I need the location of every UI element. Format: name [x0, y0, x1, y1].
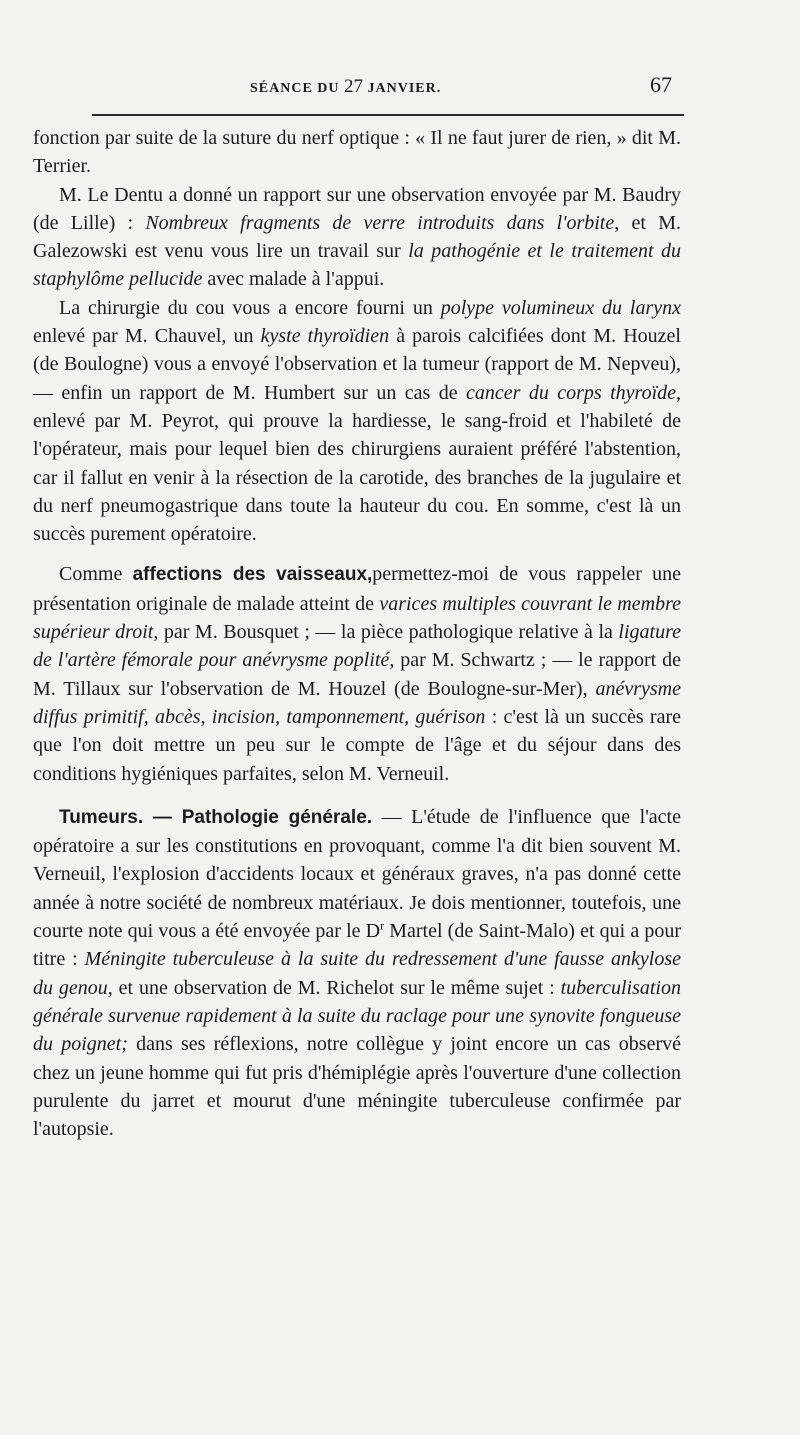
- p3-text-e: à parois calcifiées dont M. Houzel (de Boulogne) vous a envoyé l'observation et la tumeur (rapport de M. Nepveu), — enfin un rapport de M. Humbert sur un cas de: [33, 325, 681, 404]
- p5-text-g: dans ses réflexions, notre collègue y joint encore un cas observé chez un jeune homme qui fut pris d'hémiplégie après l'ouverture d'une collection purulente du jarret et mourut d'une méningite tuberculeuse confirmée par l'autopsie.: [33, 1033, 682, 1141]
- p5-text-e: , et une observation de M. Richelot sur le même sujet :: [107, 976, 561, 999]
- page-header: [0, 72, 800, 102]
- paragraph-1: [33, 124, 681, 181]
- p2-italic-d: la pathogénie et le traitement du staphylôme pellucide: [33, 240, 682, 291]
- p4-italic-d: varices multiples couvrant le membre supérieur droit: [33, 592, 681, 644]
- running-title-start: SÉANCE DU: [250, 81, 345, 96]
- paragraph-3: [33, 294, 681, 549]
- body-text: [33, 124, 681, 1143]
- p4-text-g: , par M. Schwartz ; — le rapport de M. Tillaux sur l'observation de M. Houzel (de Boulogne-sur-Mer),: [33, 649, 681, 700]
- p5-superscript: r: [380, 918, 385, 933]
- p3-text-a: La chirurgie du cou vous a encore fourni un: [59, 296, 441, 319]
- p3-text-g: , enlevé par M. Peyrot, qui prouve la hardiesse, le sang-froid et l'habileté de l'opérateur, mais pour lequel bien des chirurgiens auraient préféré l'abstention, car il fallut en venir à la résection de la carotide, des branches de la jugulaire et du nerf pneumogastrique dans toute la hauteur du cou. En somme, c'est là un succès purement opératoire.: [33, 381, 682, 546]
- p1-text: fonction par suite de la suture du nerf optique : « Il ne faut jurer de rien, » dit M. Terrier.: [33, 127, 681, 178]
- p4-italic-f: ligature de l'artère fémorale pour anévrysme poplité: [33, 621, 681, 672]
- page-number: 67: [650, 72, 672, 97]
- p5-italic-d: Méningite tuberculeuse à la suite du redressement d'une fausse ankylose du genou: [33, 948, 682, 999]
- p3-italic-b: polype volumineux du larynx: [440, 296, 682, 319]
- paragraph-2: [33, 181, 681, 294]
- running-title-end: JANVIER.: [363, 81, 442, 96]
- running-title-day: 27: [344, 76, 364, 97]
- p4-heading-b: affections des vaisseaux,: [132, 564, 373, 586]
- paragraph-4: [33, 560, 681, 787]
- p5-italic-f: tuberculisation générale survenue rapidement à la suite du raclage pour une synovite fongueuse du poignet;: [33, 976, 681, 1056]
- p2-italic-b: Nombreux fragments de verre introduits dans l'orbite: [145, 211, 615, 234]
- p2-text-a: M. Le Dentu a donné un rapport sur une observation envoyée par M. Baudry (de Lille) :: [33, 183, 681, 234]
- p4-text-i: : c'est là un succès rare que l'on doit mettre un peu sur le compte de l'âge et du séjour dans des conditions hygiéniques parfaites, selon M. Verneuil.: [33, 705, 681, 785]
- paragraph-5: [33, 803, 681, 1144]
- p4-text-a: Comme: [59, 563, 133, 586]
- p2-text-e: avec malade à l'appui.: [202, 268, 385, 291]
- p4-italic-h: anévrysme diffus primitif, abcès, incision, tamponnement, guérison: [33, 677, 681, 728]
- p4-text-c: permettez-moi de vous rappeler une présentation originale de malade atteint de: [33, 563, 681, 615]
- p3-text-c: enlevé par M. Chauvel, un: [33, 325, 261, 348]
- p5-text-b: — L'étude de l'influence que l'acte opératoire a sur les constitutions en provoquant, comme l'a dit bien souvent M. Verneuil, l'explosion d'accidents locaux et généraux graves, n'a pas donné cette année à notre société de nombreux matériaux. Je dois mentionner, toutefois, une courte note qui vous a été envoyée par le D: [33, 805, 681, 943]
- p3-italic-d: kyste thyroïdien: [260, 325, 390, 348]
- p5-text-c: Martel (de Saint-Malo) et qui a pour titre :: [33, 920, 681, 971]
- p3-italic-f: cancer du corps thyroïde: [466, 381, 677, 404]
- p4-text-e: , par M. Bousquet ; — la pièce pathologique relative à la: [153, 621, 619, 644]
- p5-heading-a: Tumeurs. — Pathologie générale.: [59, 806, 373, 828]
- header-rule: [92, 114, 684, 116]
- running-title: [250, 76, 441, 98]
- p2-text-c: , et M. Galezowski est venu vous lire un travail sur: [33, 211, 681, 263]
